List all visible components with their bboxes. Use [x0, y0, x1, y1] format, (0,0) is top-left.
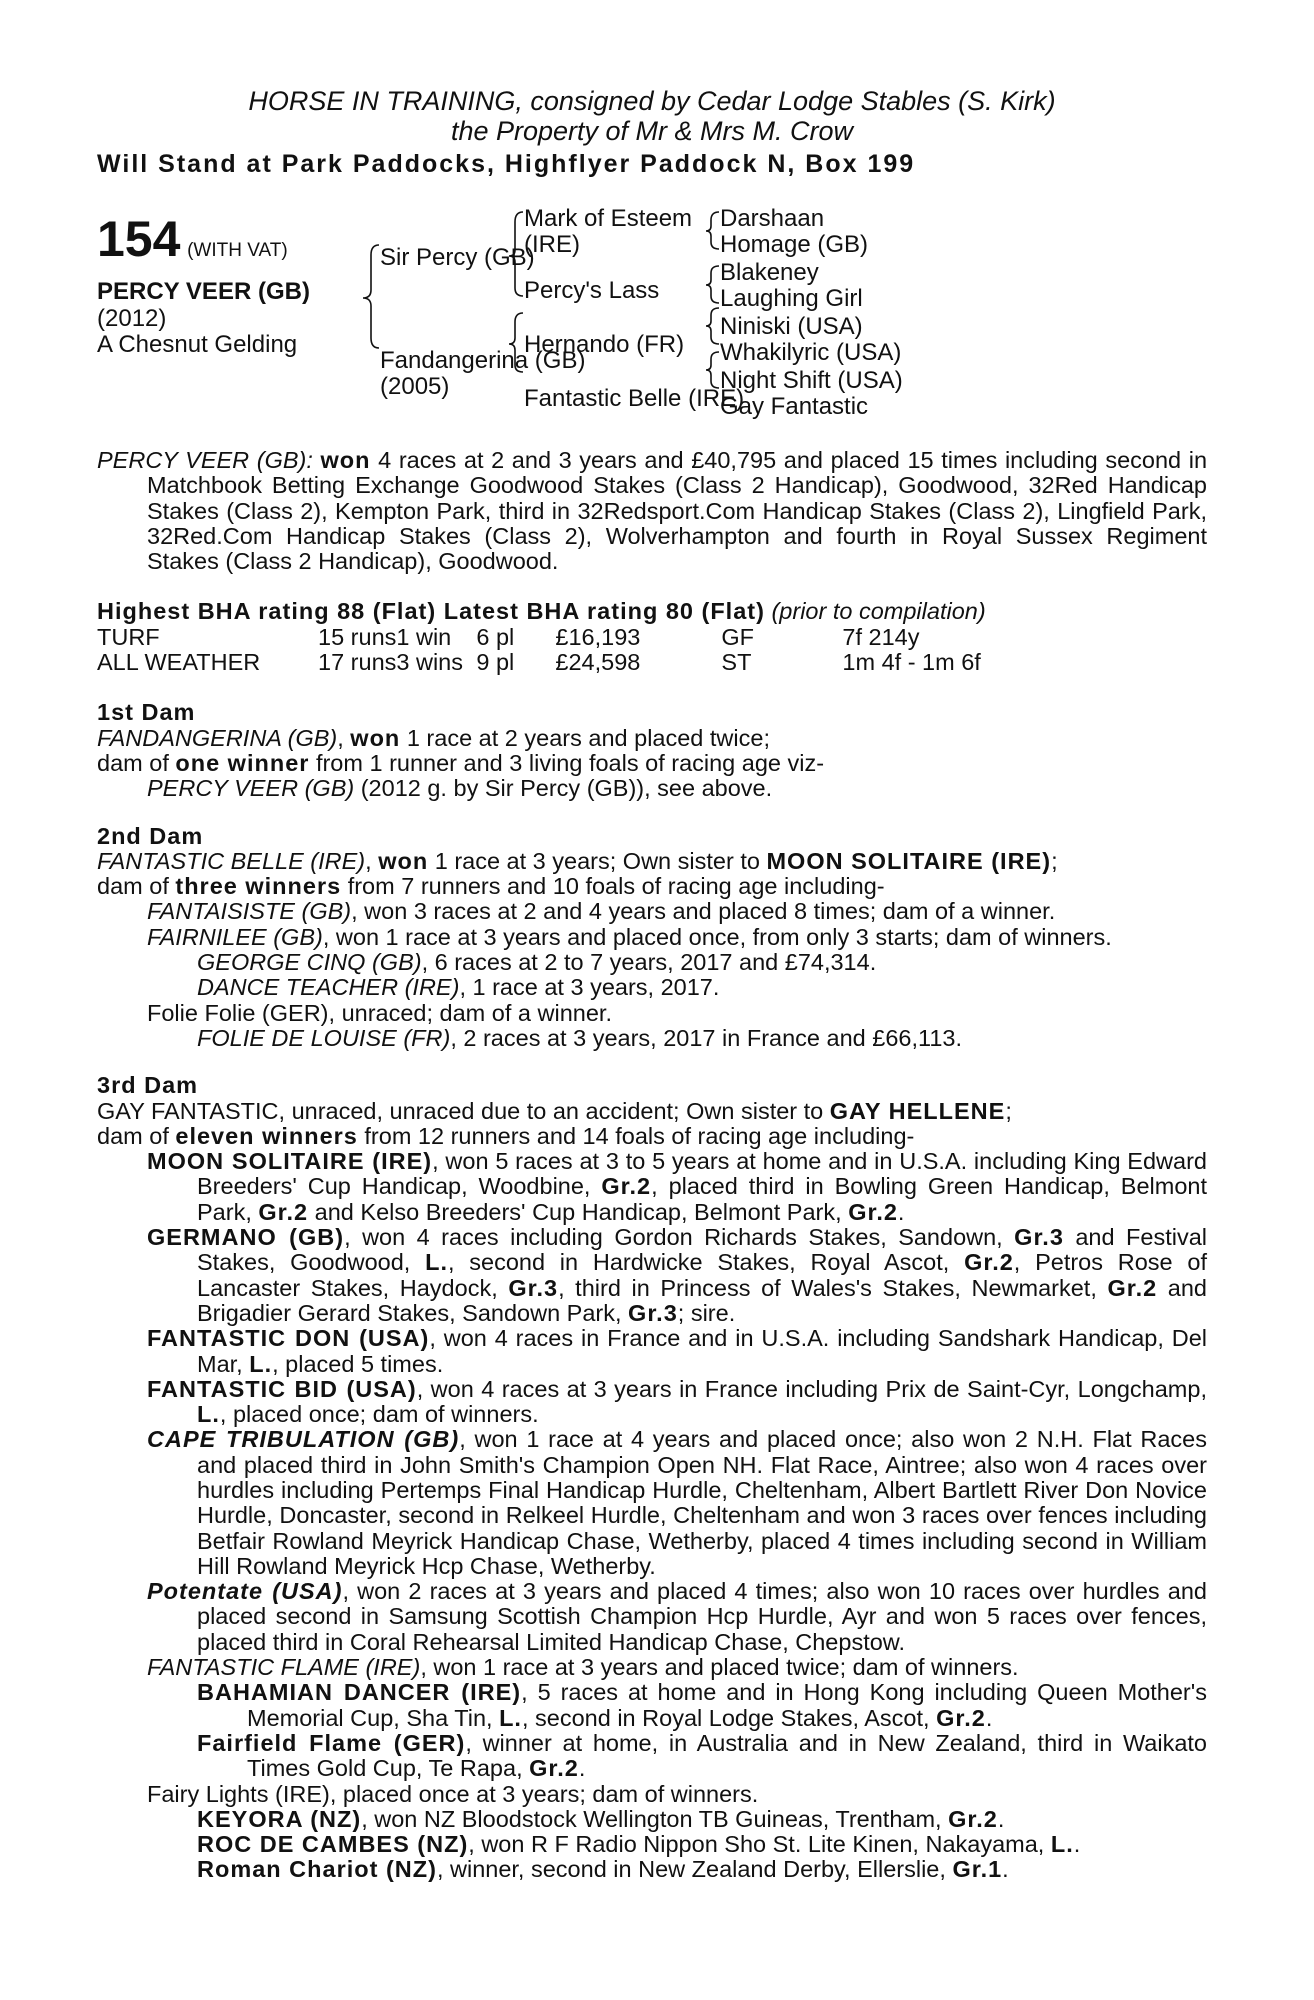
list-item: ROC DE CAMBES (NZ), won R F Radio Nippon Sho St. Lite Kinen, Nakayama, L.. — [197, 1831, 1081, 1858]
sire-sire-country: (IRE) — [524, 231, 580, 258]
first-dam-produce: dam of one winner from 1 runner and 3 living foals of racing age viz- — [97, 749, 825, 776]
list-item: DANCE TEACHER (IRE), 1 race at 3 years, 2017. — [197, 974, 720, 1001]
sire-dam: Percy's Lass — [524, 277, 660, 304]
first-dam-heading: 1st Dam — [97, 699, 196, 726]
list-item: Folie Folie (GER), unraced; dam of a winner. — [147, 999, 612, 1026]
list-item: FANTASTIC FLAME (IRE), won 1 race at 3 years and placed twice; dam of winners. — [147, 1654, 1019, 1681]
catalogue-body — [97, 448, 1207, 1883]
second-dam-produce: dam of three winners from 7 runners and 10 foals of racing age including- — [97, 873, 885, 900]
table-row: ALL WEATHER 17 runs 3 wins 9 pl £24,598 ST 1m 4f - 1m 6f — [97, 649, 981, 676]
list-item: BAHAMIAN DANCER (IRE), 5 races at home and in Hong Kong including Queen Mother's Memorial Cup, Sha Tin, L., second in Royal Lodge Stakes, Ascot, Gr.2. — [197, 1679, 1207, 1731]
header — [97, 86, 1207, 180]
horse-year: (2012) — [97, 305, 167, 332]
race-record-table — [97, 625, 981, 676]
first-dam-line: FANDANGERINA (GB), won 1 race at 2 years and placed twice; — [97, 724, 770, 751]
list-item: CAPE TRIBULATION (GB), won 1 race at 4 years and placed once; also won 2 N.H. Flat Races and placed third in John Smith's Champion Open NH. Flat Race, Aintree; also won 4 races over hurdles including Pertemps Final Handicap Hurdle, Cheltenham, Albert Bartlett River Don Novice Hurdle, Doncaster, second in Relkeel Hurdle, Cheltenham and won 3 races over fences including Betfair Rowland Meyrick Handicap Chase, Wetherby, placed 4 times including second in William Hill Rowland Meyrick Hcp Chase, Wetherby. — [147, 1426, 1207, 1579]
list-item: Potentate (USA), won 2 races at 3 years and placed 4 times; also won 10 races over hurdles and placed second in Samsung Scottish Champion Hcp Hurdle, Ayr and won 5 races over fences, placed third in Coral Rehearsal Limited Handicap Chase, Chepstow. — [147, 1578, 1207, 1655]
pedigree-block — [97, 200, 1207, 440]
stable-location-line: Will Stand at Park Paddocks, Highflyer Paddock N, Box 199 — [97, 150, 916, 178]
lot-number-group — [97, 211, 288, 267]
third-dam-heading: 3rd Dam — [97, 1072, 199, 1099]
ped-sss: Darshaan — [720, 205, 825, 232]
second-dam-heading: 2nd Dam — [97, 822, 204, 849]
ped-ssd: Homage (GB) — [720, 231, 869, 258]
first-dam-foal: PERCY VEER (GB) (2012 g. by Sir Percy (GB)), see above. — [147, 775, 773, 802]
table-row: TURF 15 runs 1 win 6 pl £16,193 GF 7f 214y — [97, 623, 920, 650]
dam: Fandangerina (GB) — [380, 347, 586, 374]
list-item: FAIRNILEE (GB), won 1 race at 3 years and placed once, from only 3 starts; dam of winners. — [147, 923, 1112, 950]
ped-dds: Night Shift (USA) — [720, 367, 903, 394]
ped-sdd: Laughing Girl — [720, 285, 863, 312]
horse-name: PERCY VEER (GB) — [97, 278, 310, 305]
ped-ddd: Gay Fantastic — [720, 393, 869, 420]
ped-dss: Niniski (USA) — [720, 313, 863, 340]
lot-number: 154 — [97, 211, 181, 267]
ped-sds: Blakeney — [720, 259, 819, 286]
horse-description: A Chesnut Gelding — [97, 331, 298, 358]
list-item: Fairy Lights (IRE), placed once at 3 years; dam of winners. — [147, 1780, 759, 1807]
catalogue-page — [97, 0, 1208, 1883]
vat-label: (WITH VAT) — [187, 240, 288, 261]
list-item: Fairfield Flame (GER), winner at home, in Australia and in New Zealand, third in Waikato Times Gold Cup, Te Rapa, Gr.2. — [197, 1729, 1207, 1782]
third-dam-produce: dam of eleven winners from 12 runners and 14 foals of racing age including- — [97, 1122, 915, 1149]
list-item: MOON SOLITAIRE (IRE), won 5 races at 3 to 5 years at home and in U.S.A. including King Edward Breeders' Cup Handicap, Woodbine, Gr.2, placed third in Bowling Green Handicap, Belmont Park, Gr.2 and Kelso Breeders' Cup Handicap, Belmont Park, Gr.2. — [147, 1148, 1208, 1225]
list-item: FOLIE DE LOUISE (FR), 2 races at 3 years, 2017 in France and £66,113. — [197, 1024, 962, 1051]
owner-line: the Property of Mr & Mrs M. Crow — [450, 116, 854, 146]
consignor-line: HORSE IN TRAINING, consigned by Cedar Lodge Stables (S. Kirk) — [248, 86, 1056, 116]
list-item: FANTASTIC DON (USA), won 4 races in France and in U.S.A. including Sandshark Handicap, Del Mar, L., placed 5 times. — [147, 1325, 1207, 1377]
list-item: KEYORA (NZ), won NZ Bloodstock Wellington TB Guineas, Trentham, Gr.2. — [197, 1805, 1005, 1832]
dam-sire: Hernando (FR) — [524, 331, 685, 358]
ped-dsd: Whakilyric (USA) — [720, 339, 902, 366]
rating-line: Highest BHA rating 88 (Flat) Latest BHA rating 80 (Flat) (prior to compilation) — [97, 598, 986, 625]
list-item: GEORGE CINQ (GB), 6 races at 2 to 7 years, 2017 and £74,314. — [197, 949, 877, 976]
third-dam-line: GAY FANTASTIC, unraced, unraced due to an accident; Own sister to GAY HELLENE; — [97, 1097, 1012, 1124]
dam-dam: Fantastic Belle (IRE) — [524, 385, 745, 412]
second-dam-line: FANTASTIC BELLE (IRE), won 1 race at 3 years; Own sister to MOON SOLITAIRE (IRE); — [97, 847, 1058, 874]
list-item: FANTAISISTE (GB), won 3 races at 2 and 4 years and placed 8 times; dam of a winner. — [147, 898, 1056, 925]
list-item: GERMANO (GB), won 4 races including Gordon Richards Stakes, Sandown, Gr.3 and Festival Stakes, Goodwood, L., second in Hardwicke Stakes, Royal Ascot, Gr.2, Petros Rose of Lancaster Stakes, Haydock, Gr.3, third in Princess of Wales's Stakes, Newmarket, Gr.2 and Brigadier Gerard Stakes, Sandown Park, Gr.3; sire. — [147, 1224, 1207, 1326]
race-summary: PERCY VEER (GB): won 4 races at 2 and 3 years and £40,795 and placed 15 times including second in Matchbook Betting Exchange Goodwood Stakes (Class 2 Handicap), Goodwood, 32Red Handicap Stakes (Class 2), Kempton Park, third in 32Redsport.Com Handicap Stakes (Class 2), Lingfield Park, 32Red.Com Handicap Stakes (Class 2), Wolverhampton and fourth in Royal Sussex Regiment Stakes (Class 2 Handicap), Goodwood. — [97, 447, 1208, 575]
sire: Sir Percy (GB) — [380, 244, 535, 271]
dam-year: (2005) — [380, 373, 450, 400]
sire-sire: Mark of Esteem — [524, 205, 693, 232]
list-item: FANTASTIC BID (USA), won 4 races at 3 years in France including Prix de Saint-Cyr, Longchamp, L., placed once; dam of winners. — [147, 1375, 1207, 1428]
list-item: Roman Chariot (NZ), winner, second in New Zealand Derby, Ellerslie, Gr.1. — [197, 1856, 1009, 1883]
